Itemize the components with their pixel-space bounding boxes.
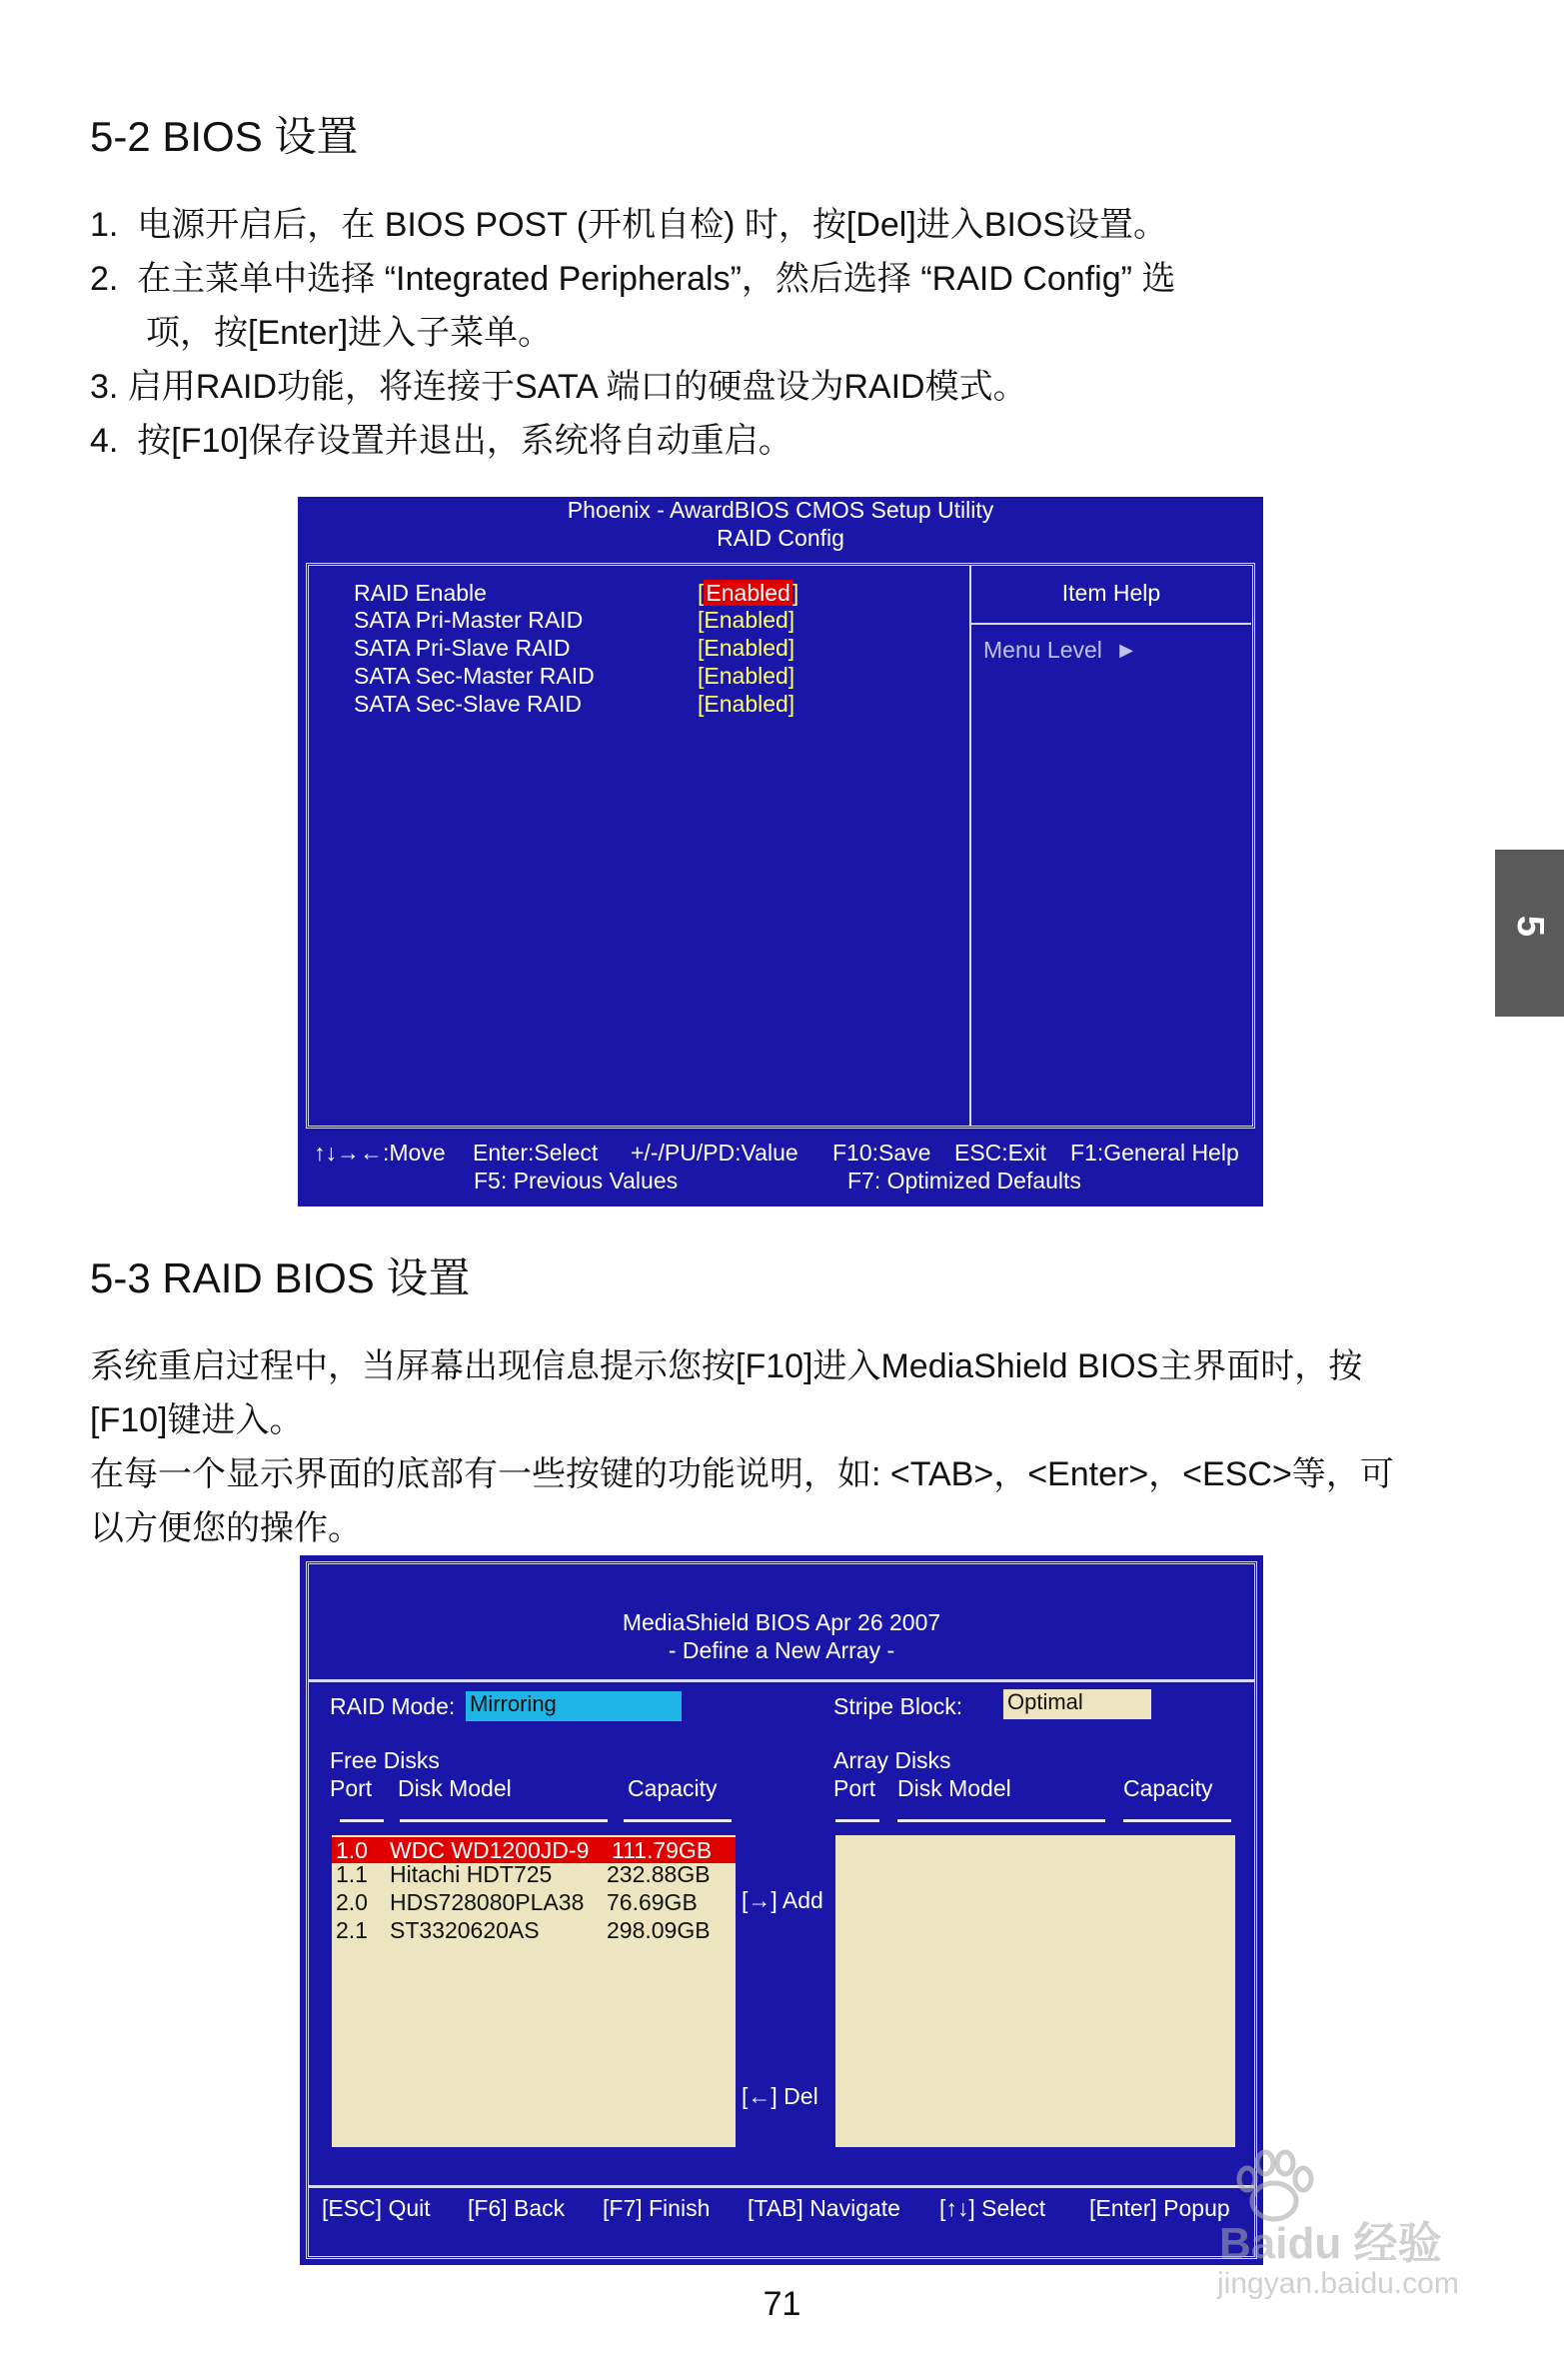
watermark-url: jingyan.baidu.com — [1217, 2267, 1459, 2300]
bios-divider — [969, 566, 971, 1126]
setting-pri-slave[interactable]: SATA Pri-Slave RAID — [354, 635, 571, 661]
disk-row-selected[interactable]: 1.0 WDC WD1200JD-9 111.79GB — [332, 1837, 736, 1863]
item-help-title: Item Help — [1061, 580, 1161, 606]
footer-divider — [309, 2185, 1254, 2188]
raid-mode-label: RAID Mode: — [330, 1693, 456, 1719]
disk-row[interactable]: 2.1 ST3320620AS 298.09GB — [336, 1917, 711, 1943]
key-move: ↑↓→←:Move — [314, 1140, 446, 1166]
footer-esc: [ESC] Quit — [322, 2195, 431, 2221]
del-button[interactable]: [←] Del — [742, 2083, 818, 2109]
mediashield-bios-screen — [300, 1555, 1263, 2265]
step-3 — [90, 360, 1175, 414]
steps-list — [90, 198, 1175, 468]
key-value: +/-/PU/PD:Value — [631, 1140, 798, 1166]
array-col-capacity: Capacity — [1123, 1775, 1213, 1801]
array-disks-list[interactable] — [835, 1835, 1235, 2147]
bios-title: Phoenix - AwardBIOS CMOS Setup Utility — [567, 497, 994, 523]
step-text: 项，按[Enter]进入子菜单。 — [146, 314, 553, 352]
step-number: 4. — [90, 422, 119, 460]
free-col-port: Port — [330, 1775, 373, 1801]
section-title-5-3: 5-3 RAID BIOS 设置 — [90, 1254, 471, 1301]
underline — [897, 1819, 1105, 1822]
step-number: 2. — [90, 260, 119, 298]
setting-raid-enable-value[interactable]: [Enabled] — [698, 580, 799, 606]
menu-level: Menu Level ► — [983, 637, 1138, 663]
step-2-continued — [90, 306, 1175, 360]
step-2 — [90, 252, 1175, 306]
array-col-port: Port — [833, 1775, 876, 1801]
setting-pri-master[interactable]: SATA Pri-Master RAID — [354, 607, 584, 633]
help-divider — [971, 623, 1251, 625]
key-f5: F5: Previous Values — [474, 1168, 679, 1193]
key-esc: ESC:Exit — [954, 1140, 1047, 1166]
para-line: 系统重启过程中，当屏幕出现信息提示您按[F10]进入MediaShield BIOS主界面时，按 — [90, 1347, 1363, 1385]
key-f7: F7: Optimized Defaults — [847, 1168, 1081, 1193]
stripe-block-field[interactable]: Optimal — [1003, 1689, 1151, 1719]
step-text: 在主菜单中选择 “Integrated Peripherals”，然后选择 “RAID Config” 选 — [137, 260, 1176, 298]
footer-enter: [Enter] Popup — [1089, 2195, 1230, 2221]
footer-select: [↑↓] Select — [939, 2195, 1046, 2221]
para-line: 在每一个显示界面的底部有一些按键的功能说明，如: <TAB>，<Enter>，<ESC>等，可 — [90, 1455, 1394, 1493]
chapter-side-tab — [1495, 850, 1564, 1017]
footer-tab: [TAB] Navigate — [748, 2195, 900, 2221]
footer-f7: [F7] Finish — [603, 2195, 711, 2221]
underline — [1123, 1819, 1231, 1822]
array-col-model: Disk Model — [897, 1775, 1011, 1801]
header-divider — [309, 1679, 1254, 1682]
para-line: 以方便您的操作。 — [90, 1509, 362, 1547]
underline — [835, 1819, 879, 1822]
underline — [624, 1819, 732, 1822]
setting-raid-enable[interactable]: RAID Enable — [354, 580, 487, 606]
setting-sec-master[interactable]: SATA Sec-Master RAID — [354, 663, 595, 689]
chapter-number: 5 — [1509, 915, 1551, 938]
para-line: [F10]键进入。 — [90, 1401, 304, 1439]
raid-mode-field[interactable]: Mirroring — [466, 1691, 682, 1721]
section-title-5-2: 5-2 BIOS 设置 — [90, 113, 359, 160]
triangle-right-icon: ► — [1114, 637, 1138, 663]
page-number: 71 — [763, 2285, 801, 2323]
free-col-capacity: Capacity — [628, 1775, 718, 1801]
underline — [340, 1819, 384, 1822]
section-5-3-paragraph — [90, 1339, 1394, 1555]
watermark-brand: Baidu 经验 — [1219, 2219, 1442, 2268]
key-enter: Enter:Select — [473, 1140, 599, 1166]
step-number: 1. — [90, 206, 119, 244]
free-disks-list[interactable] — [332, 1835, 736, 2147]
setting-sec-master-value[interactable]: [Enabled] — [698, 663, 795, 689]
step-number: 3. — [90, 368, 119, 406]
step-text: 电源开启后，在 BIOS POST (开机自检) 时，按[Del]进入BIOS设置。 — [137, 206, 1168, 244]
key-f1: F1:General Help — [1070, 1140, 1239, 1166]
disk-row[interactable]: 2.0 HDS728080PLA38 76.69GB — [336, 1889, 698, 1915]
array-disks-label: Array Disks — [833, 1747, 951, 1773]
setting-sec-slave-value[interactable]: [Enabled] — [698, 691, 795, 717]
selected-value[interactable]: Enabled — [706, 580, 790, 606]
baidu-watermark — [1209, 2149, 1539, 2329]
underline — [400, 1819, 608, 1822]
setting-pri-slave-value[interactable]: [Enabled] — [698, 635, 795, 661]
step-text: 按[F10]保存设置并退出，系统将自动重启。 — [137, 422, 792, 460]
step-text: 启用RAID功能，将连接于SATA 端口的硬盘设为RAID模式。 — [127, 368, 1027, 406]
bios-raid-config-screen — [298, 497, 1263, 1206]
ms-title: MediaShield BIOS Apr 26 2007 — [622, 1609, 941, 1635]
add-button[interactable]: [→] Add — [742, 1887, 823, 1913]
bios-subtitle: RAID Config — [717, 525, 844, 551]
step-4 — [90, 414, 1175, 468]
key-f10: F10:Save — [832, 1140, 931, 1166]
free-disks-label: Free Disks — [330, 1747, 440, 1773]
setting-pri-master-value[interactable]: [Enabled] — [698, 607, 795, 633]
footer-f6: [F6] Back — [468, 2195, 566, 2221]
setting-sec-slave[interactable]: SATA Sec-Slave RAID — [354, 691, 582, 717]
step-1 — [90, 198, 1175, 252]
free-col-model: Disk Model — [398, 1775, 512, 1801]
disk-row[interactable]: 1.1 Hitachi HDT725 232.88GB — [336, 1861, 711, 1887]
stripe-block-label: Stripe Block: — [833, 1693, 963, 1719]
ms-subtitle: - Define a New Array - — [668, 1637, 895, 1663]
